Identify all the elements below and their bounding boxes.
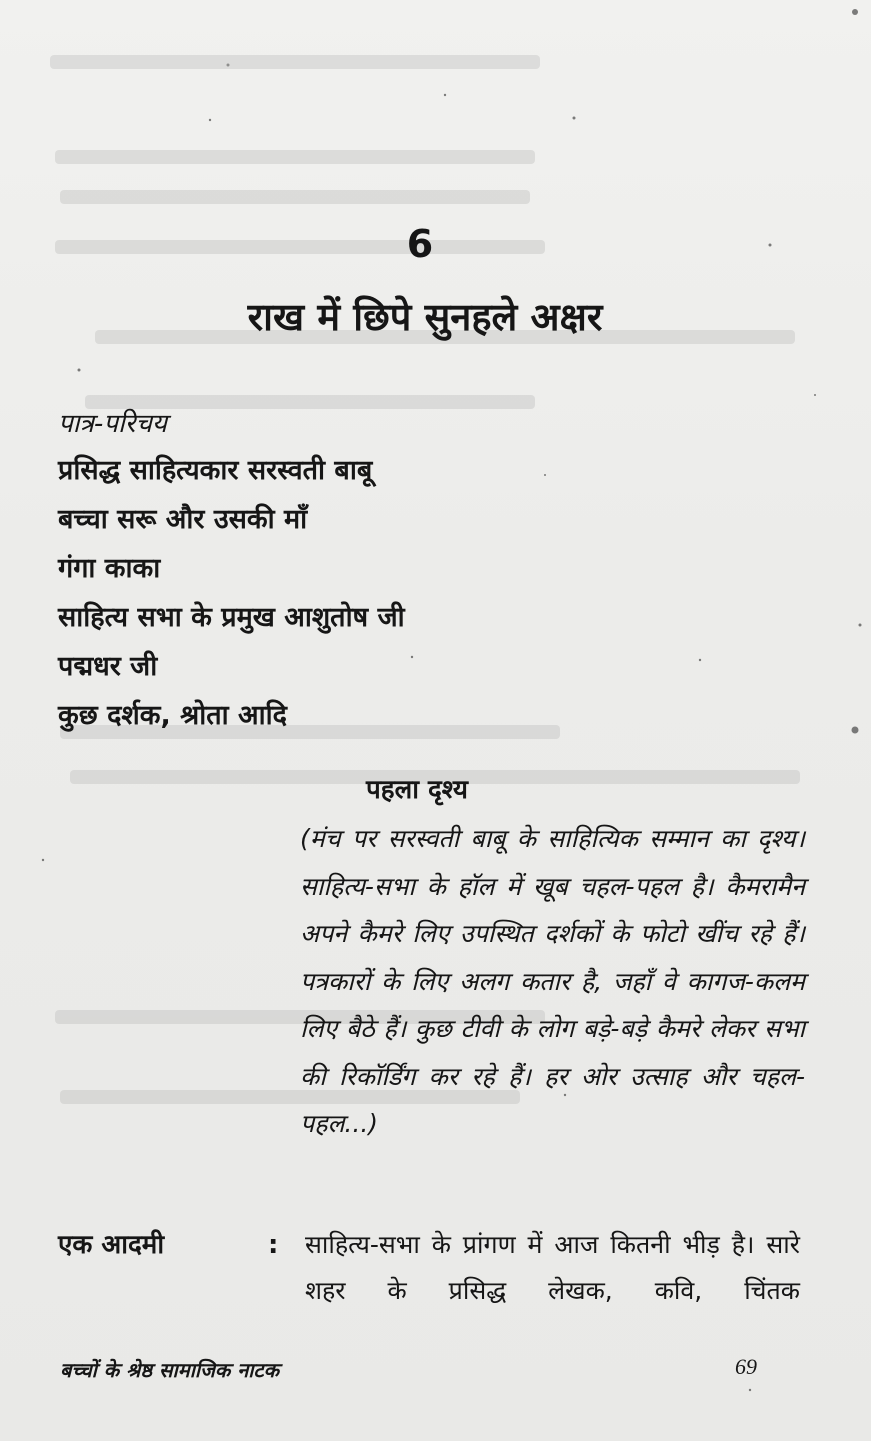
dialogue-text: साहित्य-सभा के प्रांगण में आज कितनी भीड़ है। सारे शहर के प्रसिद्ध लेखक, कवि, चिंतक: [305, 1230, 800, 1305]
chapter-title: राख में छिपे सुनहले अक्षर: [247, 295, 603, 339]
footer-book-title: बच्चों के श्रेष्ठ सामाजिक नाटक: [60, 1358, 279, 1382]
speaker-name: एक आदमी: [58, 1230, 165, 1260]
cast-member: प्रसिद्ध साहित्यकार सरस्वती बाबू: [58, 455, 373, 486]
speaker-separator: :: [268, 1230, 279, 1260]
cast-list: [58, 446, 405, 740]
cast-member: कुछ दर्शक, श्रोता आदि: [58, 700, 287, 731]
cast-member: साहित्य सभा के प्रमुख आशुतोष जी: [58, 602, 405, 633]
scene-heading: पहला दृश्य: [366, 775, 468, 805]
cast-member: पद्मधर जी: [58, 651, 158, 682]
chapter-number: 6: [406, 222, 434, 266]
page-number: 69: [735, 1354, 757, 1379]
cast-member: गंगा काका: [58, 553, 161, 584]
dialogue-line: [58, 1222, 800, 1322]
cast-heading: पात्र-परिचय: [58, 409, 167, 439]
cast-member: बच्चा सरू और उसकी माँ: [58, 504, 308, 535]
stage-direction: (मंच पर सरस्वती बाबू के साहित्यिक सम्मान का दृश्य। साहित्य-सभा के हॉल में खूब चहल-पहल है। कैमरामैन अपने कैमरे लिए उपस्थित दर्शकों के फोटो खींच रहे हैं। पत्रकारों के लिए अलग कतार है, जहाँ वे कागज-कलम लिए बैठे हैं। कुछ टीवी के लोग बड़े-बड़े कैमरे लेकर सभा की रिकॉर्डिंग कर रहे हैं। हर ओर उत्साह और चहल-पहल...): [300, 824, 805, 1138]
